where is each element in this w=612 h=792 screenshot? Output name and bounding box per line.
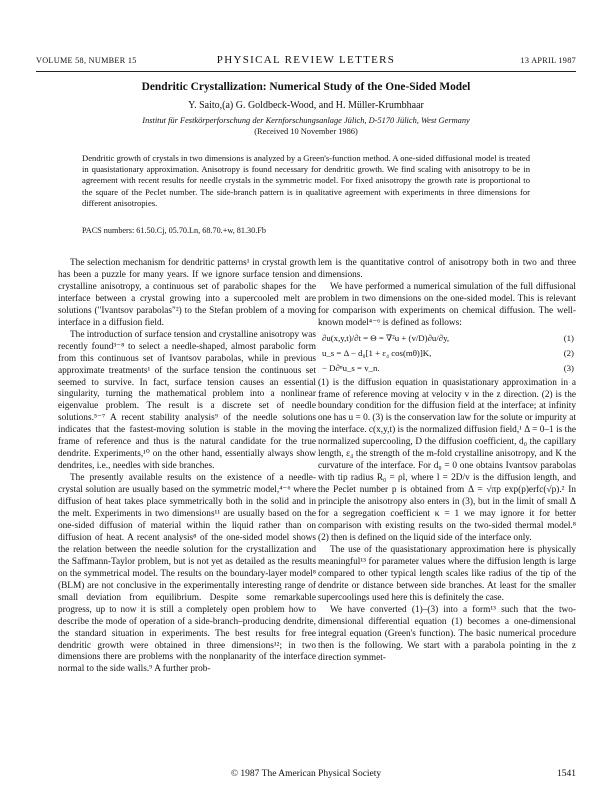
- equation-2: [322, 348, 576, 360]
- issue-date: 13 APRIL 1987: [520, 56, 576, 65]
- equation-expression: ∂u(x,y,t)/∂t = Θ = ∇²u + (v/D)∂u/∂y,: [322, 332, 450, 343]
- equation-number: (1): [563, 332, 574, 343]
- copyright-notice: © 1987 The American Physical Society: [230, 769, 382, 779]
- equation-3: [322, 363, 576, 375]
- equation-number: (3): [563, 362, 574, 373]
- body-paragraph: We have converted (1)–(3) into a form¹³ such that the two-dimensional differential equation (1) becomes a one-dimensional integral equation (Green's function). The basic numerical procedure then is the following. We start with a parabola pointing in the z direction symmet-: [318, 604, 576, 663]
- equation-1: [322, 333, 576, 345]
- author-list: Y. Saito,(a) G. Goldbeck-Wood, and H. Müller-Krumbhaar: [188, 100, 424, 111]
- body-paragraph: The use of the quasistationary approximation here is physically meaningful¹³ for parameter values where the diffusion length is large compared to other typical length scales like radius of the tip of the dendrite or distance between side branches. At least for the smaller supercoolings used here this is definitely the case.: [318, 544, 576, 603]
- running-header: [36, 54, 576, 68]
- received-date: (Received 10 November 1986): [254, 127, 358, 136]
- journal-name: PHYSICAL REVIEW LETTERS: [216, 54, 396, 66]
- pacs-numbers: PACS numbers: 61.50.Cj, 05.70.Ln, 68.70.+w, 81.30.Fb: [82, 226, 266, 235]
- right-column: [318, 258, 576, 664]
- body-paragraph: lem is the quantitative control of anisotropy both in two and three dimensions.: [318, 258, 576, 280]
- header-rule: [36, 71, 576, 72]
- body-paragraph: The selection mechanism for dendritic patterns¹ in crystal growth has been a puzzle for many years. If we ignore surface tension and crystalline anisotropy, a continuous set of parabolic shapes for the interface between a crystal growing into a supercooled melt are solutions ("Ivantsov parabolas"²) to the Stefan problem of a moving interface in a diffusion field.: [58, 258, 316, 328]
- abstract: Dendritic growth of crystals in two dimensions is analyzed by a Green's-function method. A one-sided diffusional model is treated in quasistationary approximation. Anisotropy is found necessary for dendritic growth. We find scaling with anisotropy to be in agreement with recent results for needle crystals in the symmetric model. For fixed anisotropy the growth rate is proportional to the square of the Peclet number. The side-branch pattern is in qualitative agreement with experiments in three dimensions for different anisotropies.: [82, 153, 530, 208]
- left-column: [58, 258, 316, 676]
- affiliation: Institut für Festkörperforschung der Kernforschungsanlage Jülich, D-5170 Jülich, West Germany: [142, 116, 470, 125]
- paper-title: Dendritic Crystallization: Numerical Study of the One-Sided Model: [141, 81, 471, 93]
- volume-number: VOLUME 58, NUMBER 15: [36, 56, 137, 65]
- body-paragraph: The presently available results on the existence of a needle-crystal solution are usually based on the symmetric model,⁴⁻⁶ where diffusion of heat takes place symmetrically both in the solid and in the melt. Experiments in two dimensions¹¹ are usually based on the one-sided diffusion of material within the liquid rather than on diffusion of heat. A recent analysis⁸ of the one-sided model shows the relation between the needle solution for the crystallization and the Saffmann-Taylor problem, but is not yet as detailed as the results on the symmetrical model. The results on the boundary-layer model⁸ (BLM) are not conclusive in the experimentally interesting range of small deviation from equilibrium. Despite some remarkable progress, up to now it is still a completely open problem how to describe the mode of operation of a side-branch–producing dendrite, the standard situation in experiments. The best results for free dendritic growth were obtained in three dimensions¹²; in two dimensions there are problems with the nonplanarity of the interface normal to the side walls.⁹ A further prob-: [58, 473, 316, 675]
- body-paragraph: (1) is the diffusion equation in quasistationary approximation in a frame of reference moving at velocity v in the z direction. (2) is the boundary condition for the diffusion field at the interface; at infinity one has u = 0. (3) is the conservation law for the solute or impurity at the interface. c(x,y,t) is the normalized diffusion field,¹ Δ = 0–1 is the normalized supercooling, D the diffusion coefficient, d₀ the capillary length, ε₄ the strength of the m-fold crystalline anisotropy, and K the curvature of the interface. For d₀ = 0 one obtains Ivantsov parabolas with tip radius R₀ = ρl, where l = 2D/v is the diffusion length, and the Peclet number p is obtained from Δ = √πp exp(p)erfc(√p).² In principle the anisotropy also enters in (3), but in the limit of small Δ for a segregation coefficient κ = 1 we may ignore it for better comparison with existing results on the two-sided thermal model.⁸ (2) then is defined on the liquid side of the interface only.: [318, 377, 576, 543]
- page-number: 1541: [557, 769, 576, 779]
- equation-expression: u_s = Δ − d₀[1 + ε₄ cos(mθ)]K,: [322, 347, 432, 358]
- body-paragraph: We have performed a numerical simulation of the full diffusional problem in two dimensions on the one-sided model. This is relevant for comparison with experiments on chemical diffusion. The well-known model⁴⁻⁶ is defined as follows:: [318, 281, 576, 328]
- body-paragraph: The introduction of surface tension and crystalline anisotropy was recently found³⁻⁸ to select a needle-shaped, almost parabolic form from this continuous set of Ivantsov parabolas, while in previous approximate treatments¹ of the surface tension the continuous set seemed to survive. In fact, surface tension causes an essential singularity, turning the mathematical problem into a nonlinear eigenvalue problem. The result is a discrete set of needle solutions.⁵⁻⁷ A recent stability analysis⁹ of the needle solutions indicates that the fastest-moving solution is stable in the moving frame of reference and thus is the natural candidate for the true dendrite. Experiments,¹⁰ on the other hand, essentially always show dendrites, i.e., needles with side branches.: [58, 329, 316, 472]
- equation-number: (2): [563, 347, 574, 358]
- equation-expression: − D∂ⁿu_s = v_n.: [322, 362, 380, 373]
